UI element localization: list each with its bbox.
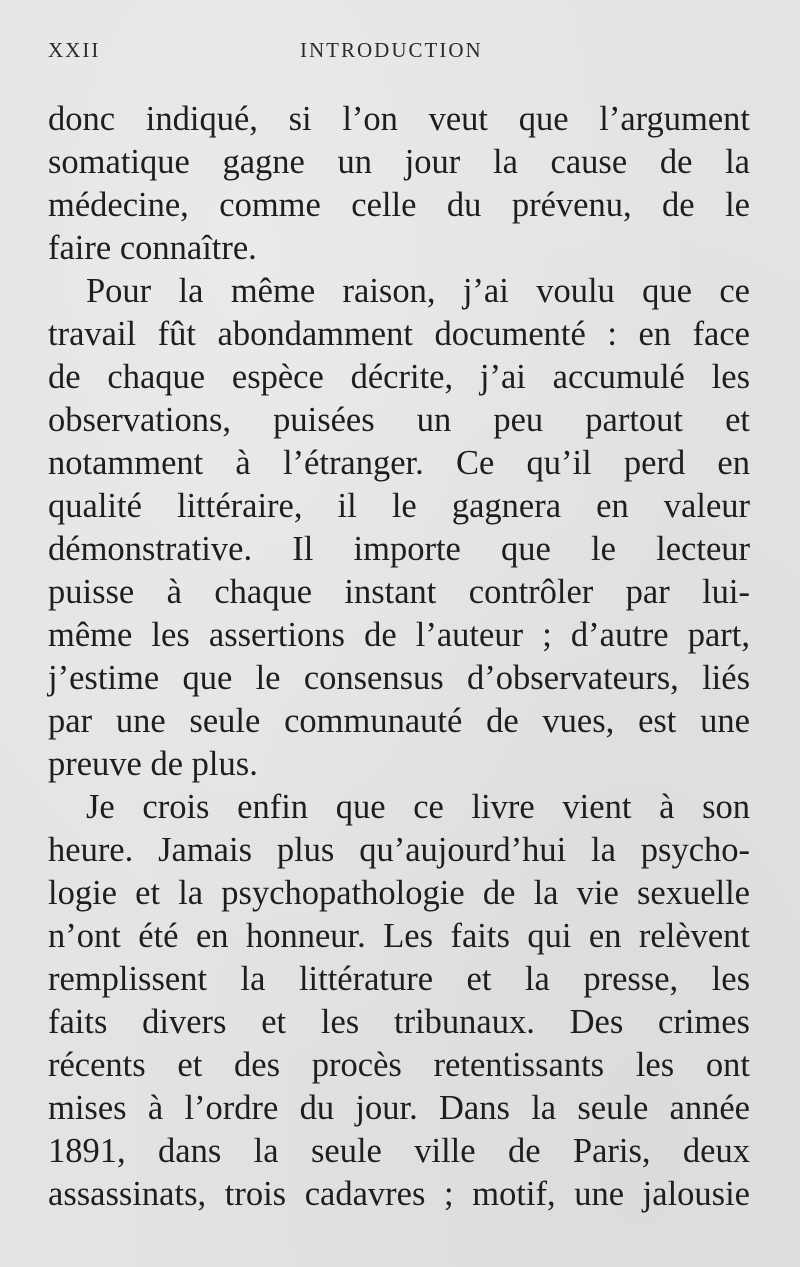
text-line: heure. Jamais plus qu’aujourd’hui la psycho- [48, 831, 750, 869]
text-line: n’ont été en honneur. Les faits qui en relèvent [48, 917, 750, 955]
text-line: faire connaître. [48, 229, 257, 267]
text-line: Je crois enfin que ce livre vient à son [86, 788, 750, 826]
text-line: observations, puisées un peu partout et [48, 401, 750, 439]
running-title: INTRODUCTION [300, 38, 483, 62]
running-head [48, 38, 750, 78]
text-line: somatique gagne un jour la cause de la [48, 143, 750, 181]
paragraph-1 [48, 98, 750, 270]
paragraph-2 [48, 270, 750, 786]
text-line: assassinats, trois cadavres ; motif, une jalousie [48, 1175, 750, 1213]
text-line: j’estime que le consensus d’observateurs, liés [48, 659, 750, 697]
paragraph-3 [48, 786, 750, 1216]
text-line: preuve de plus. [48, 745, 258, 783]
text-line: 1891, dans la seule ville de Paris, deux [48, 1132, 750, 1170]
text-line: démonstrative. Il importe que le lecteur [48, 530, 750, 568]
text-line: de chaque espèce décrite, j’ai accumulé les [48, 358, 750, 396]
text-line: qualité littéraire, il le gagnera en valeur [48, 487, 750, 525]
text-line: mises à l’ordre du jour. Dans la seule année [48, 1089, 750, 1127]
text-line: par une seule communauté de vues, est une [48, 702, 750, 740]
page-number: XXII [48, 38, 101, 62]
text-line: récents et des procès retentissants les ont [48, 1046, 750, 1084]
text-line: même les assertions de l’auteur ; d’autre part, [48, 616, 750, 654]
text-line: Pour la même raison, j’ai voulu que ce [86, 272, 750, 310]
text-line: notamment à l’étranger. Ce qu’il perd en [48, 444, 750, 482]
text-line: faits divers et les tribunaux. Des crimes [48, 1003, 750, 1041]
text-line: remplissent la littérature et la presse, les [48, 960, 750, 998]
text-line: travail fût abondamment documenté : en face [48, 315, 750, 353]
text-line: donc indiqué, si l’on veut que l’argument [48, 100, 750, 138]
body-text [48, 98, 750, 1216]
text-line: logie et la psychopathologie de la vie sexuelle [48, 874, 750, 912]
text-line: médecine, comme celle du prévenu, de le [48, 186, 750, 224]
text-line: puisse à chaque instant contrôler par lui- [48, 573, 750, 611]
